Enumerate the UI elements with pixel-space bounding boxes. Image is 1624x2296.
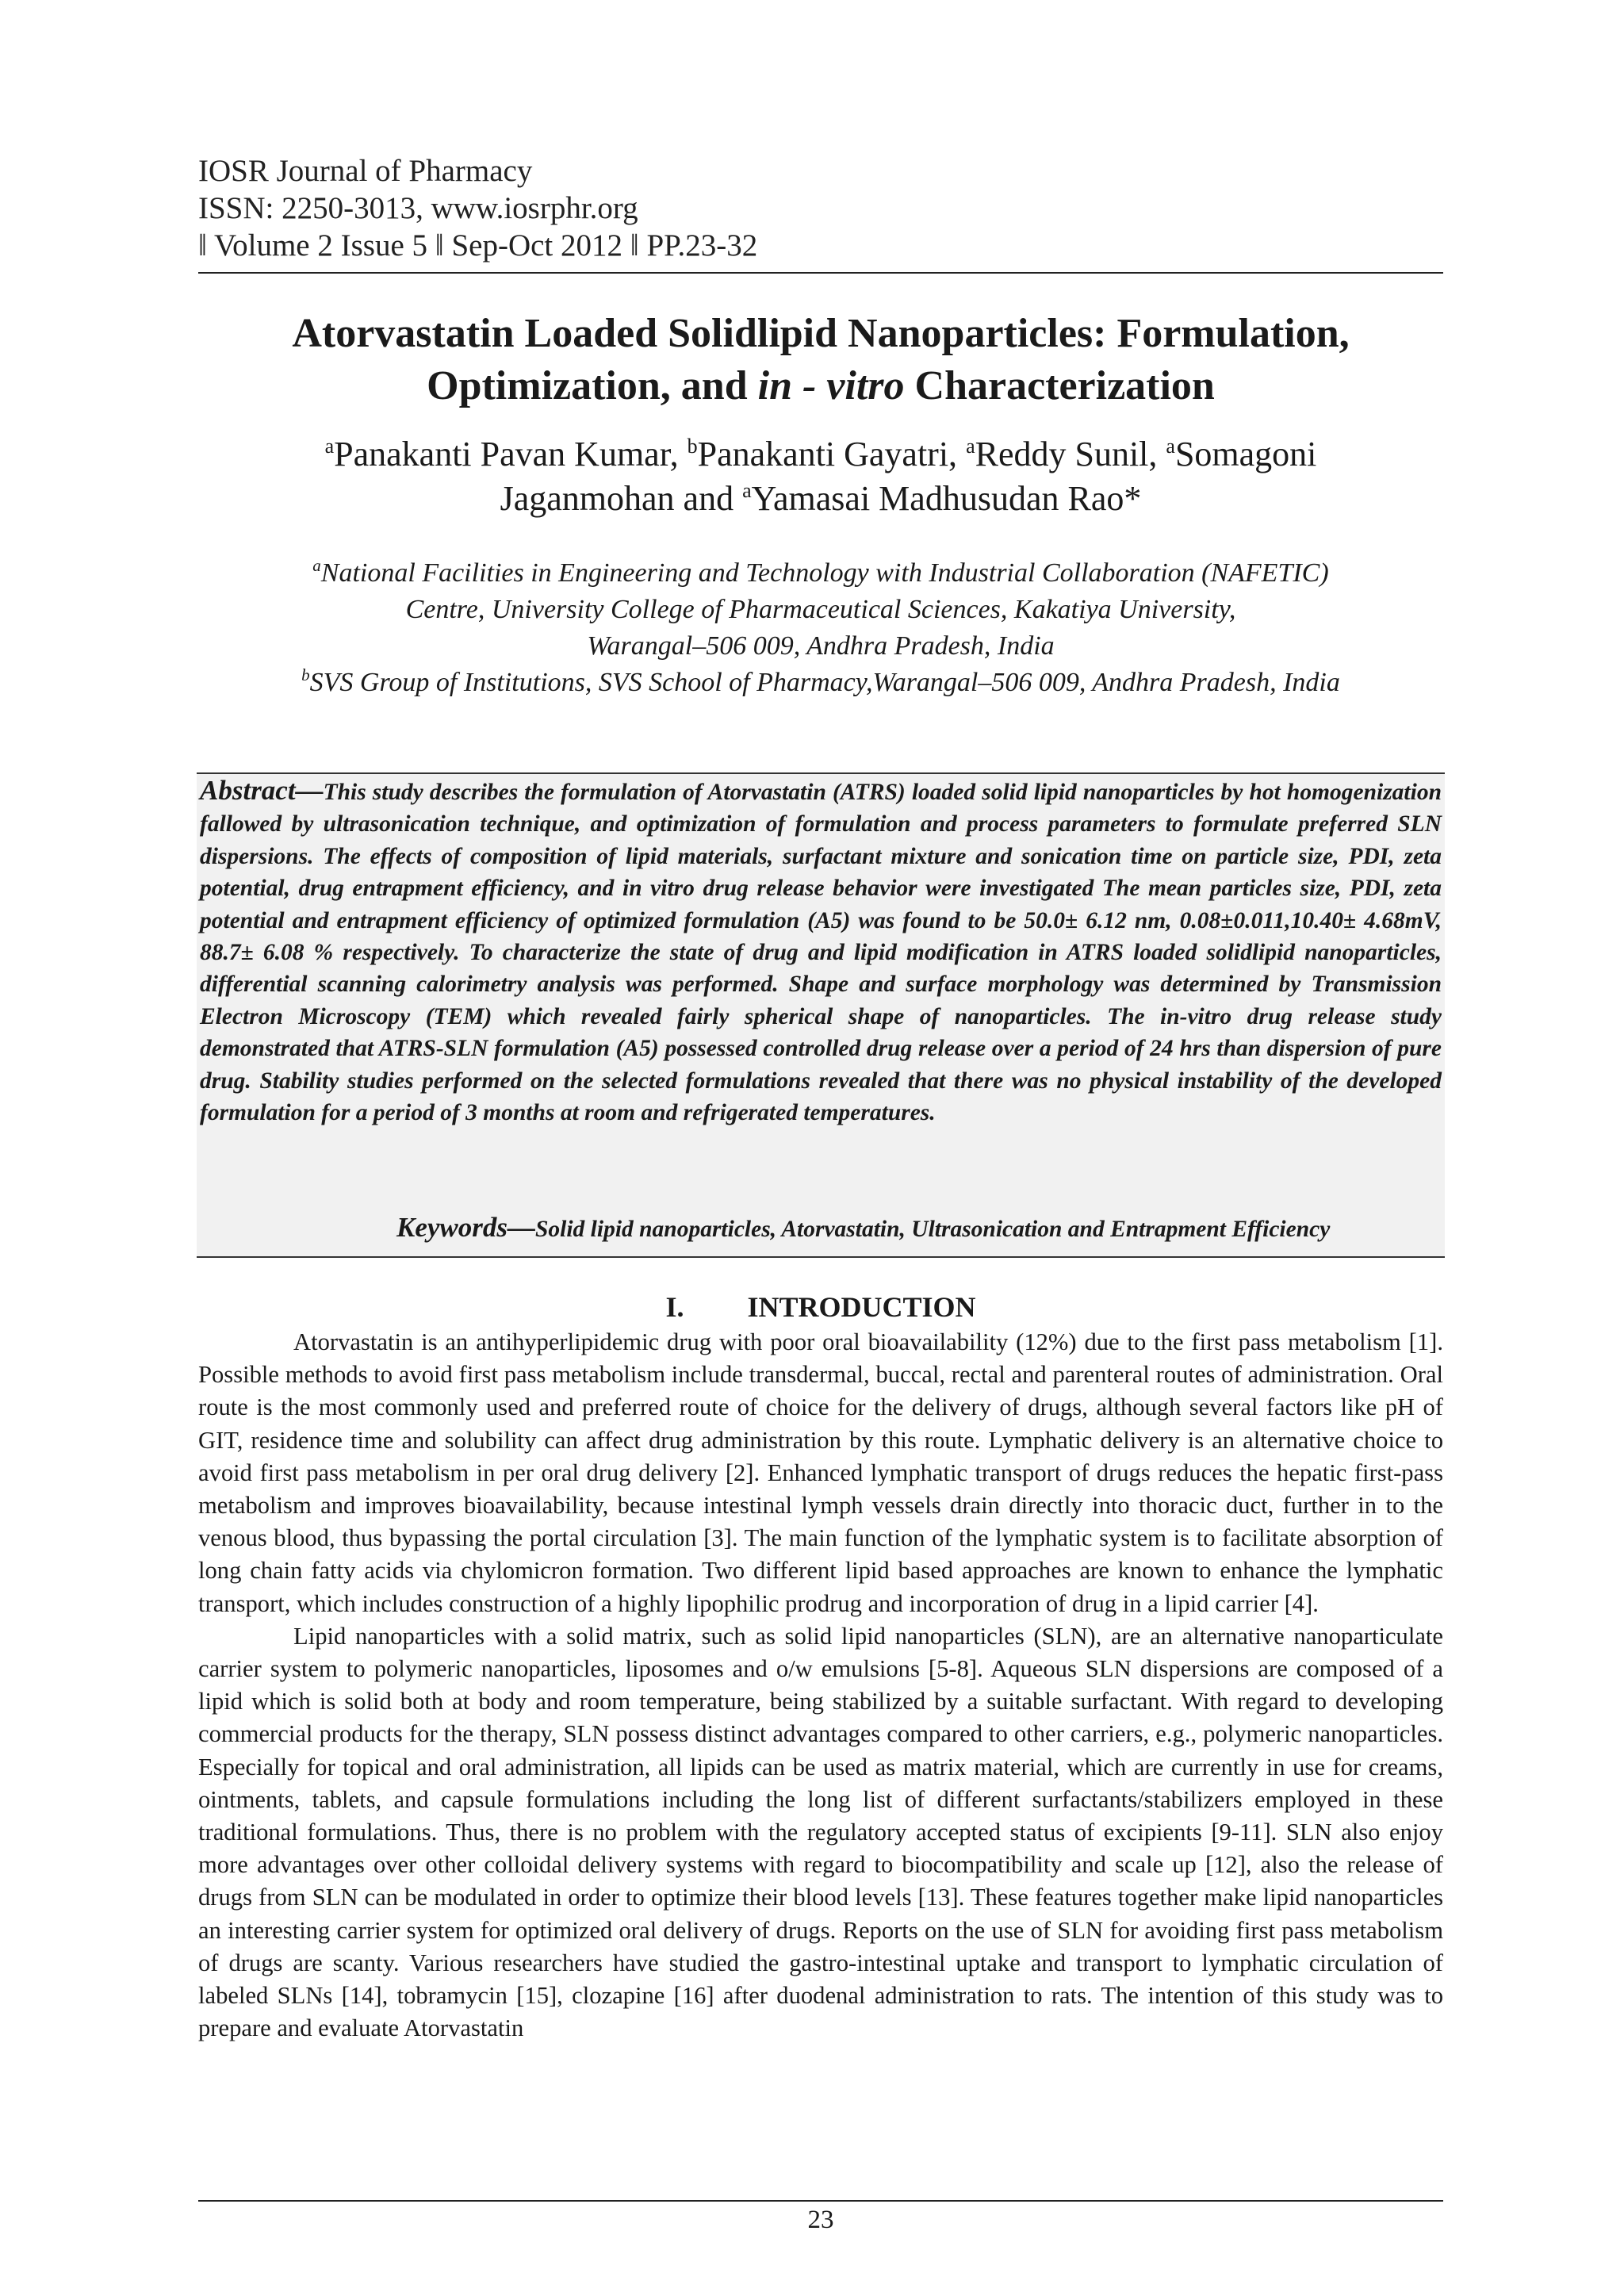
affiliations [198, 555, 1443, 701]
title-line-2-italic: in - vitro [757, 363, 905, 408]
keywords-label: Keywords— [396, 1212, 535, 1243]
journal-issn: ISSN: 2250-3013, www.iosrphr.org [198, 191, 638, 225]
author-name: Somagoni [1174, 435, 1317, 473]
affiliation-a-line-1 [198, 555, 1443, 592]
journal-header [198, 152, 1443, 264]
paragraph: Atorvastatin is an antihyperlipidemic drug with poor oral bioavailability (12%) due to the first pass metabolism [1]. Possible methods to avoid first pass metabolism include transdermal, buccal, rectal and parenteral routes of administration. Oral route is the most commonly used and preferred route of choice for the delivery of drugs, although several factors like pH of GIT, residence time and solubility can affect drug administration by this route. Lymphatic delivery is an alternative choice to avoid first pass metabolism in per oral drug delivery [2]. Enhanced lymphatic transport of drugs reduces the hepatic first-pass metabolism and improves bioavailability, because intestinal lymph vessels drain directly into thoracic duct, further in to the venous blood, thus bypassing the portal circulation [3]. The main function of the lymphatic system is to facilitate absorption of long chain fatty acids via chylomicron formation. Two different lipid based approaches are known to enhance the lymphatic transport, which includes construction of a highly lipophilic prodrug and incorporation of drug in a lipid carrier [4]. [198, 1328, 1443, 1617]
affiliation-text: SVS Group of Institutions, SVS School of Pharmacy,Warangal–506 009, Andhra Pradesh, India [309, 668, 1340, 697]
author-sup: a [1166, 435, 1175, 458]
author-sup: a [966, 435, 975, 458]
journal-volume: ‖ Volume 2 Issue 5 ‖ Sep-Oct 2012 ‖ PP.23-32 [198, 228, 758, 263]
section-number: I. [665, 1291, 684, 1323]
abstract-body: This study describes the formulation of Atorvastatin (ATRS) loaded solid lipid nanoparticles by hot homogenization fallowed by ultrasonication technique, and optimization of formulation and process parameters to formulate preferred SLN dispersions. The effects of composition of lipid materials, surfactant mixture and sonication time on particle size, PDI, zeta potential, drug entrapment efficiency, and in vitro drug release behavior were investigated The mean particles size, PDI, zeta potential and entrapment efficiency of optimized formulation (A5) was found to be 50.0± 6.12 nm, 0.08±0.011,10.40± 4.68mV, 88.7± 6.08 % respectively. To characterize the state of drug and lipid modification in ATRS loaded solidlipid nanoparticles, differential scanning calorimetry analysis was performed. Shape and surface morphology was determined by Transmission Electron Microscopy (TEM) which revealed fairly spherical shape of nanoparticles. The in-vitro drug release study demonstrated that ATRS-SLN formulation (A5) possessed controlled drug release over a period of 24 hrs than dispersion of pure drug. Stability studies performed on the selected formulations revealed that there was no physical instability of the developed formulation for a period of 3 months at room and refrigerated temperatures. [200, 780, 1442, 1126]
affiliation-a-line-3: Warangal–506 009, Andhra Pradesh, India [587, 631, 1055, 661]
title-line-1: Atorvastatin Loaded Solidlipid Nanoparticles: Formulation, [292, 311, 1350, 356]
title-line-2 [198, 360, 1443, 412]
author-name: Panakanti Pavan Kumar, [334, 435, 688, 473]
keywords [396, 1212, 1624, 1245]
header-rule [198, 272, 1443, 274]
introduction-body [198, 1326, 1443, 2045]
author-line-1 [198, 432, 1443, 477]
section-heading-introduction [198, 1290, 1443, 1324]
abstract-box [197, 772, 1445, 1258]
page-number: 23 [807, 2206, 834, 2234]
author-name: Panakanti Gayatri, [697, 435, 967, 473]
author-name: Reddy Sunil, [975, 435, 1166, 473]
affiliation-b-line-1 [198, 665, 1443, 701]
affiliation-sup: a [312, 556, 321, 575]
author-sup: a [324, 435, 335, 458]
author-name: Jaganmohan and [500, 479, 743, 518]
journal-name: IOSR Journal of Pharmacy [198, 154, 533, 188]
title-line-2-suffix: Characterization [904, 363, 1215, 408]
footer-rule [198, 2200, 1443, 2202]
section-title: INTRODUCTION [747, 1291, 976, 1323]
affiliation-sup: b [301, 665, 310, 684]
author-sup: b [687, 435, 698, 458]
paper-title [198, 308, 1443, 412]
affiliation-a-line-2: Centre, University College of Pharmaceutical Sciences, Kakatiya University, [405, 595, 1236, 624]
title-line-2-prefix: Optimization, and [427, 363, 758, 408]
author-sup: a [742, 479, 752, 502]
keywords-body: Solid lipid nanoparticles, Atorvastatin, Ultrasonication and Entrapment Efficiency [535, 1217, 1331, 1242]
paragraph: Lipid nanoparticles with a solid matrix, such as solid lipid nanoparticles (SLN), are an alternative nanoparticulate carrier system to polymeric nanoparticles, liposomes and o/w emulsions [5-8]. Aqueous SLN dispersions are composed of a lipid which is solid both at body and room temperature, being stabilized by a suitable surfactant. With regard to developing commercial products for the therapy, SLN possess distinct advantages compared to other carriers, e.g., polymeric nanoparticles. Especially for topical and oral administration, all lipids can be used as matrix material, which are currently in use for creams, ointments, tablets, and capsule formulations including the long list of different surfactants/stabilizers employed in these traditional formulations. Thus, there is no problem with the regulatory accepted status of excipients [9-11]. SLN also enjoy more advantages over other colloidal delivery systems with regard to biocompatibility and scale up [12], also the release of drugs from SLN can be modulated in order to optimize their blood levels [13]. These features together make lipid nanoparticles an interesting carrier system for optimized oral delivery of drugs. Reports on the use of SLN for avoiding first pass metabolism of drugs are scanty. Various researchers have studied the gastro-intestinal uptake and transport to lymphatic circulation of labeled SLNs [14], tobramycin [15], clozapine [16] after duodenal administration to rats. The intention of this study was to prepare and evaluate Atorvastatin [198, 1622, 1443, 2042]
abstract [200, 774, 1442, 1129]
author-name: Yamasai Madhusudan Rao* [751, 479, 1142, 518]
author-list [198, 432, 1443, 521]
author-line-2 [198, 477, 1443, 521]
affiliation-text: National Facilities in Engineering and Technology with Industrial Collaboration (NAFETIC) [320, 558, 1329, 588]
abstract-label: Abstract— [200, 775, 324, 806]
